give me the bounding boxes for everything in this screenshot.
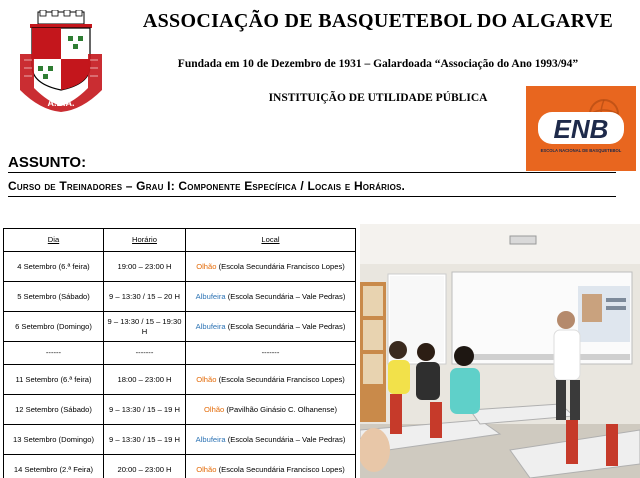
table-row	[4, 252, 356, 282]
table-row	[4, 395, 356, 425]
venue-name: (Escola Secundária – Vale Pedras)	[227, 291, 346, 301]
day-cell: 11 Setembro (6.ª feira)	[4, 365, 104, 395]
venue-name: (Escola Secundária Francisco Lopes)	[218, 374, 345, 384]
day-cell: 13 Setembro (Domingo)	[4, 425, 104, 455]
schedule-table	[3, 228, 356, 478]
time-cell: 20:00 – 23:00 H	[104, 455, 186, 478]
table-header-row	[4, 229, 356, 252]
place-name: Olhão	[196, 464, 217, 474]
location-cell: -------	[186, 342, 356, 365]
place-name: Albufeira	[195, 291, 226, 301]
course-title: Curso de Treinadores – Grau I: Componente Específica / Locais e Horários.	[8, 179, 406, 193]
venue-name: (Escola Secundária Francisco Lopes)	[218, 464, 345, 474]
day-cell: 12 Setembro (Sábado)	[4, 395, 104, 425]
venue-name: (Escola Secundária Francisco Lopes)	[218, 261, 345, 271]
day-cell: 4 Setembro (6.ª feira)	[4, 252, 104, 282]
table-row	[4, 282, 356, 312]
divider	[8, 172, 616, 173]
day-cell: 5 Setembro (Sábado)	[4, 282, 104, 312]
page-title: ASSOCIAÇÃO DE BASQUETEBOL DO ALGARVE	[142, 10, 614, 32]
column-header-day: Dia	[4, 229, 104, 252]
table-row	[4, 455, 356, 478]
location-cell	[186, 312, 356, 342]
table-row	[4, 312, 356, 342]
place-name: Olhão	[204, 404, 225, 414]
enb-logo-text: ENB	[553, 114, 609, 144]
enb-logo	[526, 86, 636, 171]
location-cell	[186, 282, 356, 312]
day-cell: 14 Setembro (2.ª Feira)	[4, 455, 104, 478]
venue-name: (Escola Secundária – Vale Pedras)	[227, 434, 346, 444]
time-cell: 18:00 – 23:00 H	[104, 365, 186, 395]
column-header-location: Local	[186, 229, 356, 252]
table-row	[4, 425, 356, 455]
table-row	[4, 365, 356, 395]
subject-label: ASSUNTO:	[8, 154, 87, 171]
time-cell: 9 – 13:30 / 15 – 20 H	[104, 282, 186, 312]
day-cell: ------	[4, 342, 104, 365]
location-cell	[186, 455, 356, 478]
time-cell: -------	[104, 342, 186, 365]
time-cell: 9 – 13:30 / 15 – 19:30 H	[104, 312, 186, 342]
place-name: Albufeira	[195, 434, 226, 444]
crest-text: A.B.A.	[47, 98, 75, 108]
column-header-time: Horário	[104, 229, 186, 252]
day-cell: 6 Setembro (Domingo)	[4, 312, 104, 342]
time-cell: 9 – 13:30 / 15 – 19 H	[104, 425, 186, 455]
institution-label: INSTITUIÇÃO DE UTILIDADE PÚBLICA	[268, 92, 488, 104]
divider	[8, 196, 616, 197]
venue-name: (Escola Secundária – Vale Pedras)	[227, 321, 346, 331]
association-crest	[18, 10, 104, 112]
founding-subtitle: Fundada em 10 de Dezembro de 1931 – Galardoada “Associação do Ano 1993/94”	[177, 58, 579, 70]
location-cell	[186, 395, 356, 425]
location-cell	[186, 365, 356, 395]
location-cell	[186, 425, 356, 455]
classroom-photo	[360, 224, 640, 478]
table-row-separator	[4, 342, 356, 365]
place-name: Olhão	[196, 261, 217, 271]
time-cell: 19:00 – 23:00 H	[104, 252, 186, 282]
location-cell	[186, 252, 356, 282]
place-name: Olhão	[196, 374, 217, 384]
time-cell: 9 – 13:30 / 15 – 19 H	[104, 395, 186, 425]
place-name: Albufeira	[195, 321, 226, 331]
enb-logo-tagline: ESCOLA NACIONAL DE BASQUETEBOL	[540, 148, 622, 153]
venue-name: (Pavilhão Ginásio C. Olhanense)	[226, 404, 337, 414]
